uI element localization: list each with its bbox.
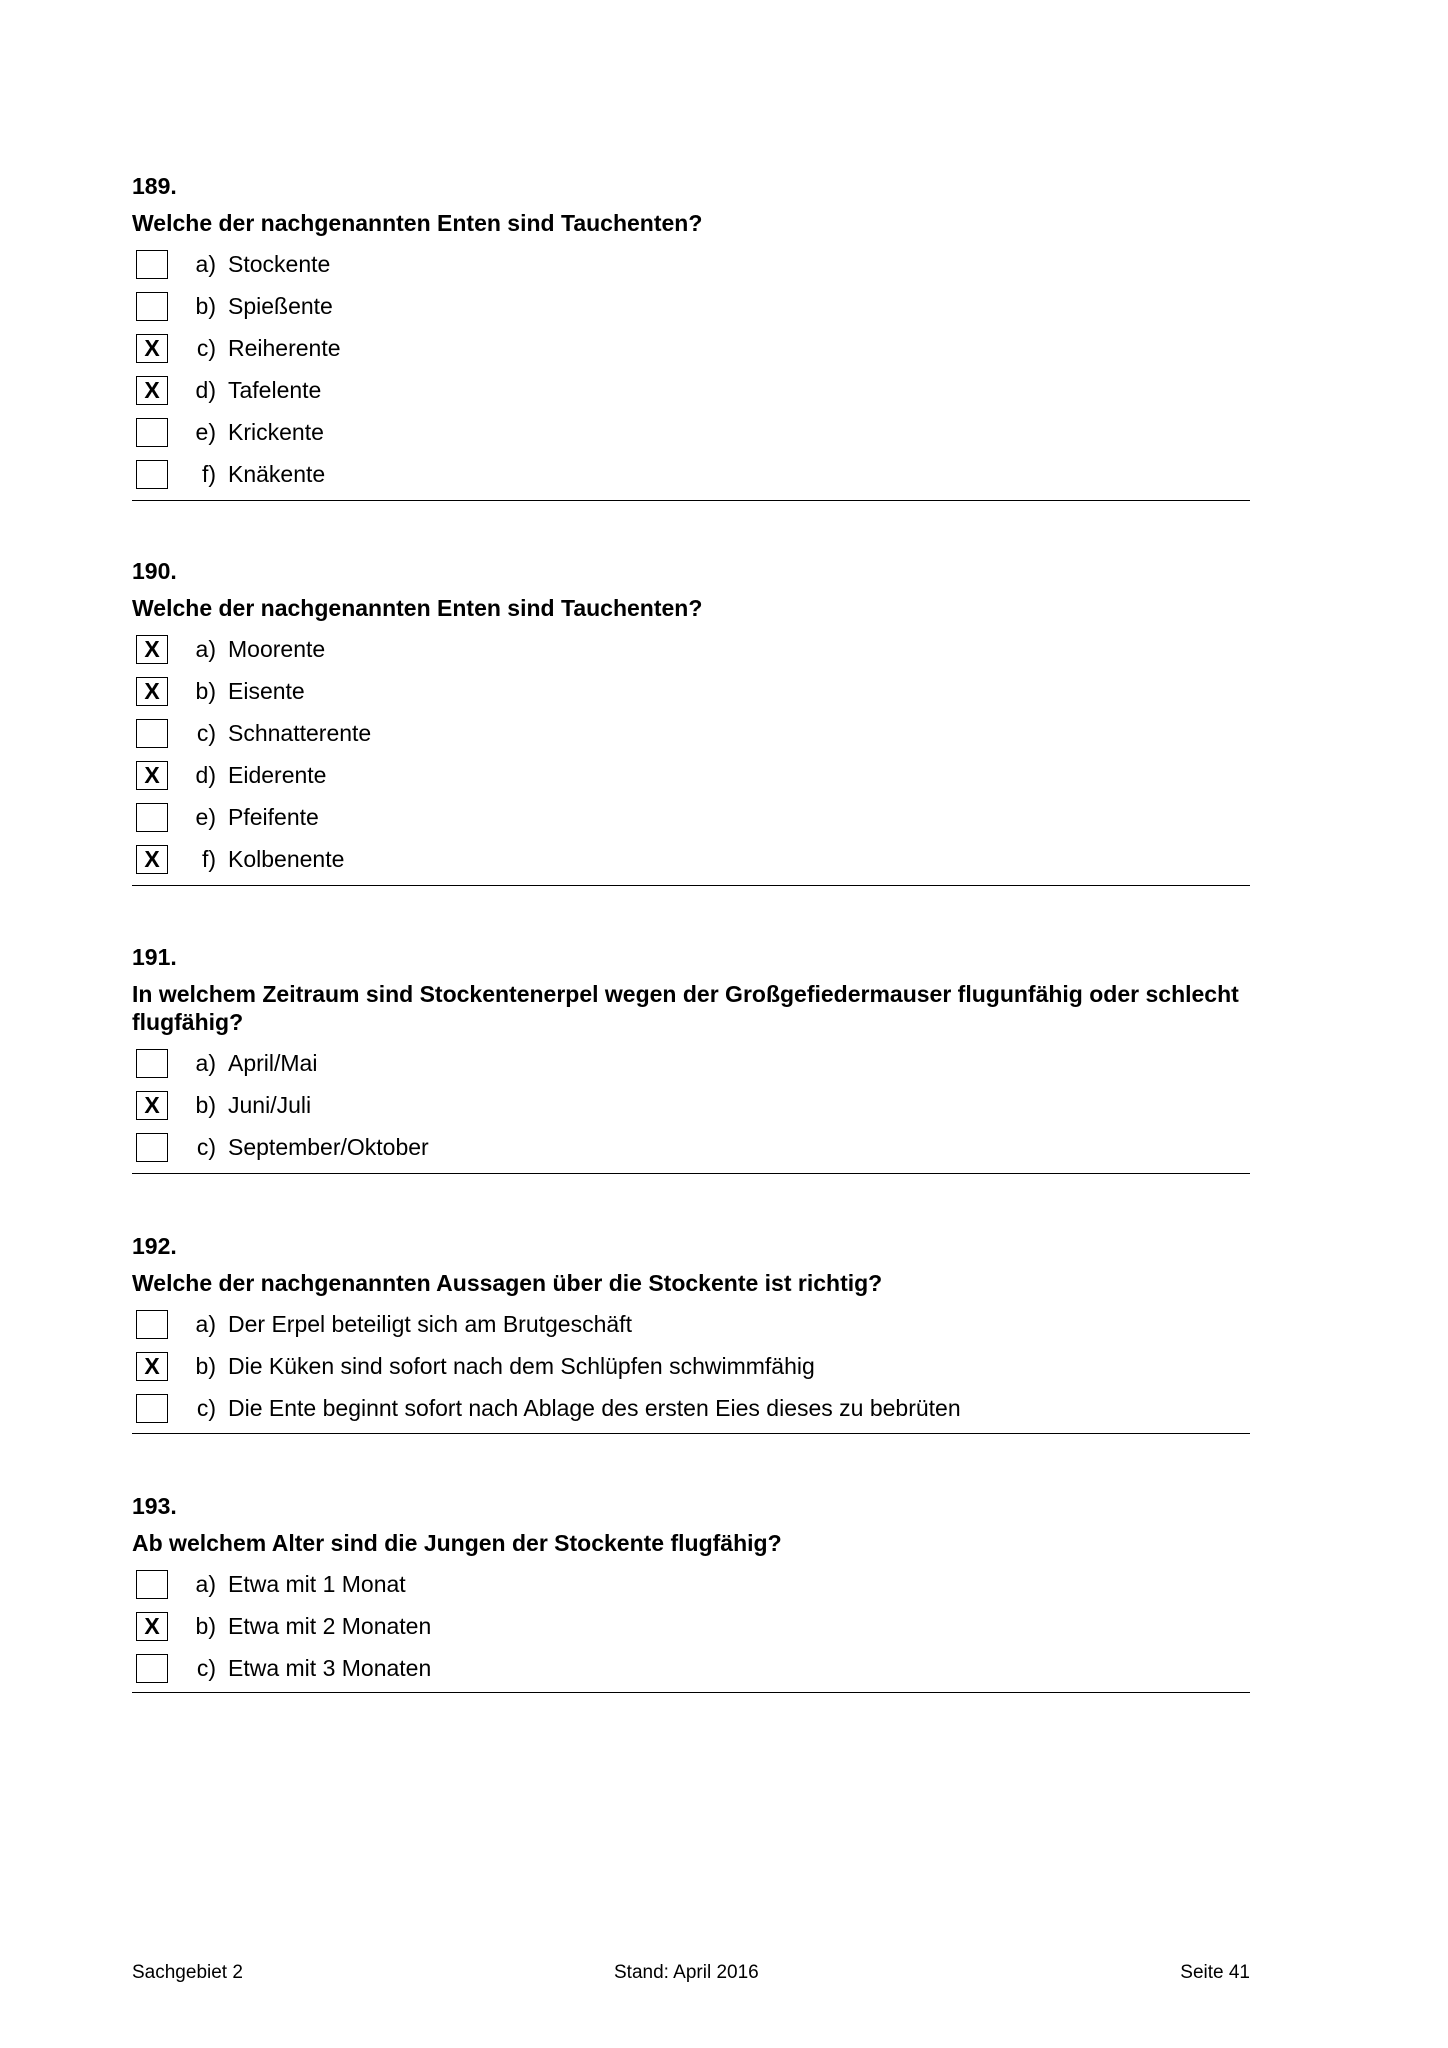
option-letter: f) <box>201 845 216 872</box>
option-c <box>132 1647 1250 1689</box>
option-text: Eisente <box>228 677 305 704</box>
question-192 <box>132 1232 1250 1429</box>
option-letter: c) <box>196 1394 216 1421</box>
answer-checkbox[interactable] <box>136 292 168 321</box>
answer-checkbox[interactable]: X <box>136 376 168 405</box>
option-letter: b) <box>195 677 216 704</box>
answer-checkbox[interactable] <box>136 1394 168 1423</box>
option-letter: a) <box>195 1570 216 1597</box>
option-b <box>132 670 1250 712</box>
option-c <box>132 712 1250 754</box>
question-text: In welchem Zeitraum sind Stockentenerpel wegen der Großgefiedermauser flugunfähig oder schlecht flugfähig? <box>132 981 1239 1035</box>
option-letter: a) <box>195 635 216 662</box>
option-letter: b) <box>195 1091 216 1118</box>
footer-left: Sachgebiet 2 <box>132 1962 243 1983</box>
option-b <box>132 285 1250 327</box>
option-letter: c) <box>196 334 216 361</box>
question-number: 192. <box>132 1233 177 1259</box>
option-text: Spießente <box>228 292 333 319</box>
answer-checkbox[interactable] <box>136 250 168 279</box>
option-b <box>132 1605 1250 1647</box>
question-divider <box>132 1433 1250 1434</box>
answer-checkbox[interactable]: X <box>136 845 168 874</box>
question-193 <box>132 1492 1250 1689</box>
answer-checkbox[interactable]: X <box>136 1091 168 1120</box>
option-b <box>132 1345 1250 1387</box>
option-text: Krickente <box>228 418 324 445</box>
option-letter: c) <box>196 719 216 746</box>
option-text: Tafelente <box>228 376 322 403</box>
option-a <box>132 628 1250 670</box>
question-text: Welche der nachgenannten Enten sind Tauchenten? <box>132 210 703 236</box>
question-divider <box>132 1173 1250 1174</box>
option-c <box>132 1126 1250 1168</box>
option-letter: b) <box>195 292 216 319</box>
question-text: Welche der nachgenannten Aussagen über die Stockente ist richtig? <box>132 1270 883 1296</box>
option-text: Die Ente beginnt sofort nach Ablage des ersten Eies dieses zu bebrüten <box>228 1394 961 1421</box>
question-text: Welche der nachgenannten Enten sind Tauchenten? <box>132 595 703 621</box>
option-text: Juni/Juli <box>228 1091 312 1118</box>
question-190 <box>132 557 1250 880</box>
option-d <box>132 754 1250 796</box>
answer-checkbox[interactable]: X <box>136 334 168 363</box>
question-189 <box>132 172 1250 495</box>
answer-checkbox[interactable] <box>136 1310 168 1339</box>
option-letter: a) <box>195 250 216 277</box>
footer-center: Stand: April 2016 <box>614 1962 759 1983</box>
option-text: Etwa mit 3 Monaten <box>228 1654 432 1681</box>
option-letter: e) <box>195 803 216 830</box>
option-letter: e) <box>195 418 216 445</box>
option-text: Etwa mit 1 Monat <box>228 1570 406 1597</box>
question-number: 193. <box>132 1493 177 1519</box>
option-e <box>132 411 1250 453</box>
answer-checkbox[interactable] <box>136 1570 168 1599</box>
answer-checkbox[interactable] <box>136 1049 168 1078</box>
answer-checkbox[interactable] <box>136 1654 168 1683</box>
option-text: April/Mai <box>228 1049 318 1076</box>
option-text: Die Küken sind sofort nach dem Schlüpfen schwimmfähig <box>228 1352 815 1379</box>
option-letter: b) <box>195 1352 216 1379</box>
option-text: Eiderente <box>228 761 327 788</box>
option-letter: a) <box>195 1049 216 1076</box>
question-191 <box>132 943 1250 1168</box>
answer-checkbox[interactable]: X <box>136 1612 168 1641</box>
question-divider <box>132 500 1250 501</box>
question-text: Ab welchem Alter sind die Jungen der Stockente flugfähig? <box>132 1530 782 1556</box>
answer-checkbox[interactable] <box>136 418 168 447</box>
option-text: September/Oktober <box>228 1133 429 1160</box>
option-letter: b) <box>195 1612 216 1639</box>
option-letter: c) <box>196 1654 216 1681</box>
option-text: Der Erpel beteiligt sich am Brutgeschäft <box>228 1310 632 1337</box>
option-text: Schnatterente <box>228 719 372 746</box>
option-text: Reiherente <box>228 334 341 361</box>
option-d <box>132 369 1250 411</box>
question-divider <box>132 885 1250 886</box>
option-text: Stockente <box>228 250 331 277</box>
option-a <box>132 243 1250 285</box>
question-number: 191. <box>132 944 177 970</box>
option-c <box>132 327 1250 369</box>
option-letter: d) <box>195 761 216 788</box>
answer-checkbox[interactable] <box>136 460 168 489</box>
option-c <box>132 1387 1250 1429</box>
option-letter: f) <box>201 460 216 487</box>
question-number: 190. <box>132 558 177 584</box>
footer-right: Seite 41 <box>1180 1962 1250 1983</box>
answer-checkbox[interactable] <box>136 719 168 748</box>
option-text: Etwa mit 2 Monaten <box>228 1612 432 1639</box>
question-number: 189. <box>132 173 177 199</box>
option-b <box>132 1084 1250 1126</box>
option-text: Moorente <box>228 635 326 662</box>
answer-checkbox[interactable]: X <box>136 677 168 706</box>
option-text: Knäkente <box>228 460 326 487</box>
option-letter: d) <box>195 376 216 403</box>
option-a <box>132 1303 1250 1345</box>
option-text: Pfeifente <box>228 803 319 830</box>
answer-checkbox[interactable] <box>136 803 168 832</box>
answer-checkbox[interactable] <box>136 1133 168 1162</box>
answer-checkbox[interactable]: X <box>136 635 168 664</box>
option-letter: a) <box>195 1310 216 1337</box>
option-f <box>132 838 1250 880</box>
option-f <box>132 453 1250 495</box>
answer-checkbox[interactable]: X <box>136 761 168 790</box>
option-e <box>132 796 1250 838</box>
answer-checkbox[interactable]: X <box>136 1352 168 1381</box>
option-a <box>132 1563 1250 1605</box>
option-a <box>132 1042 1250 1084</box>
option-text: Kolbenente <box>228 845 345 872</box>
question-divider <box>132 1692 1250 1693</box>
option-letter: c) <box>196 1133 216 1160</box>
